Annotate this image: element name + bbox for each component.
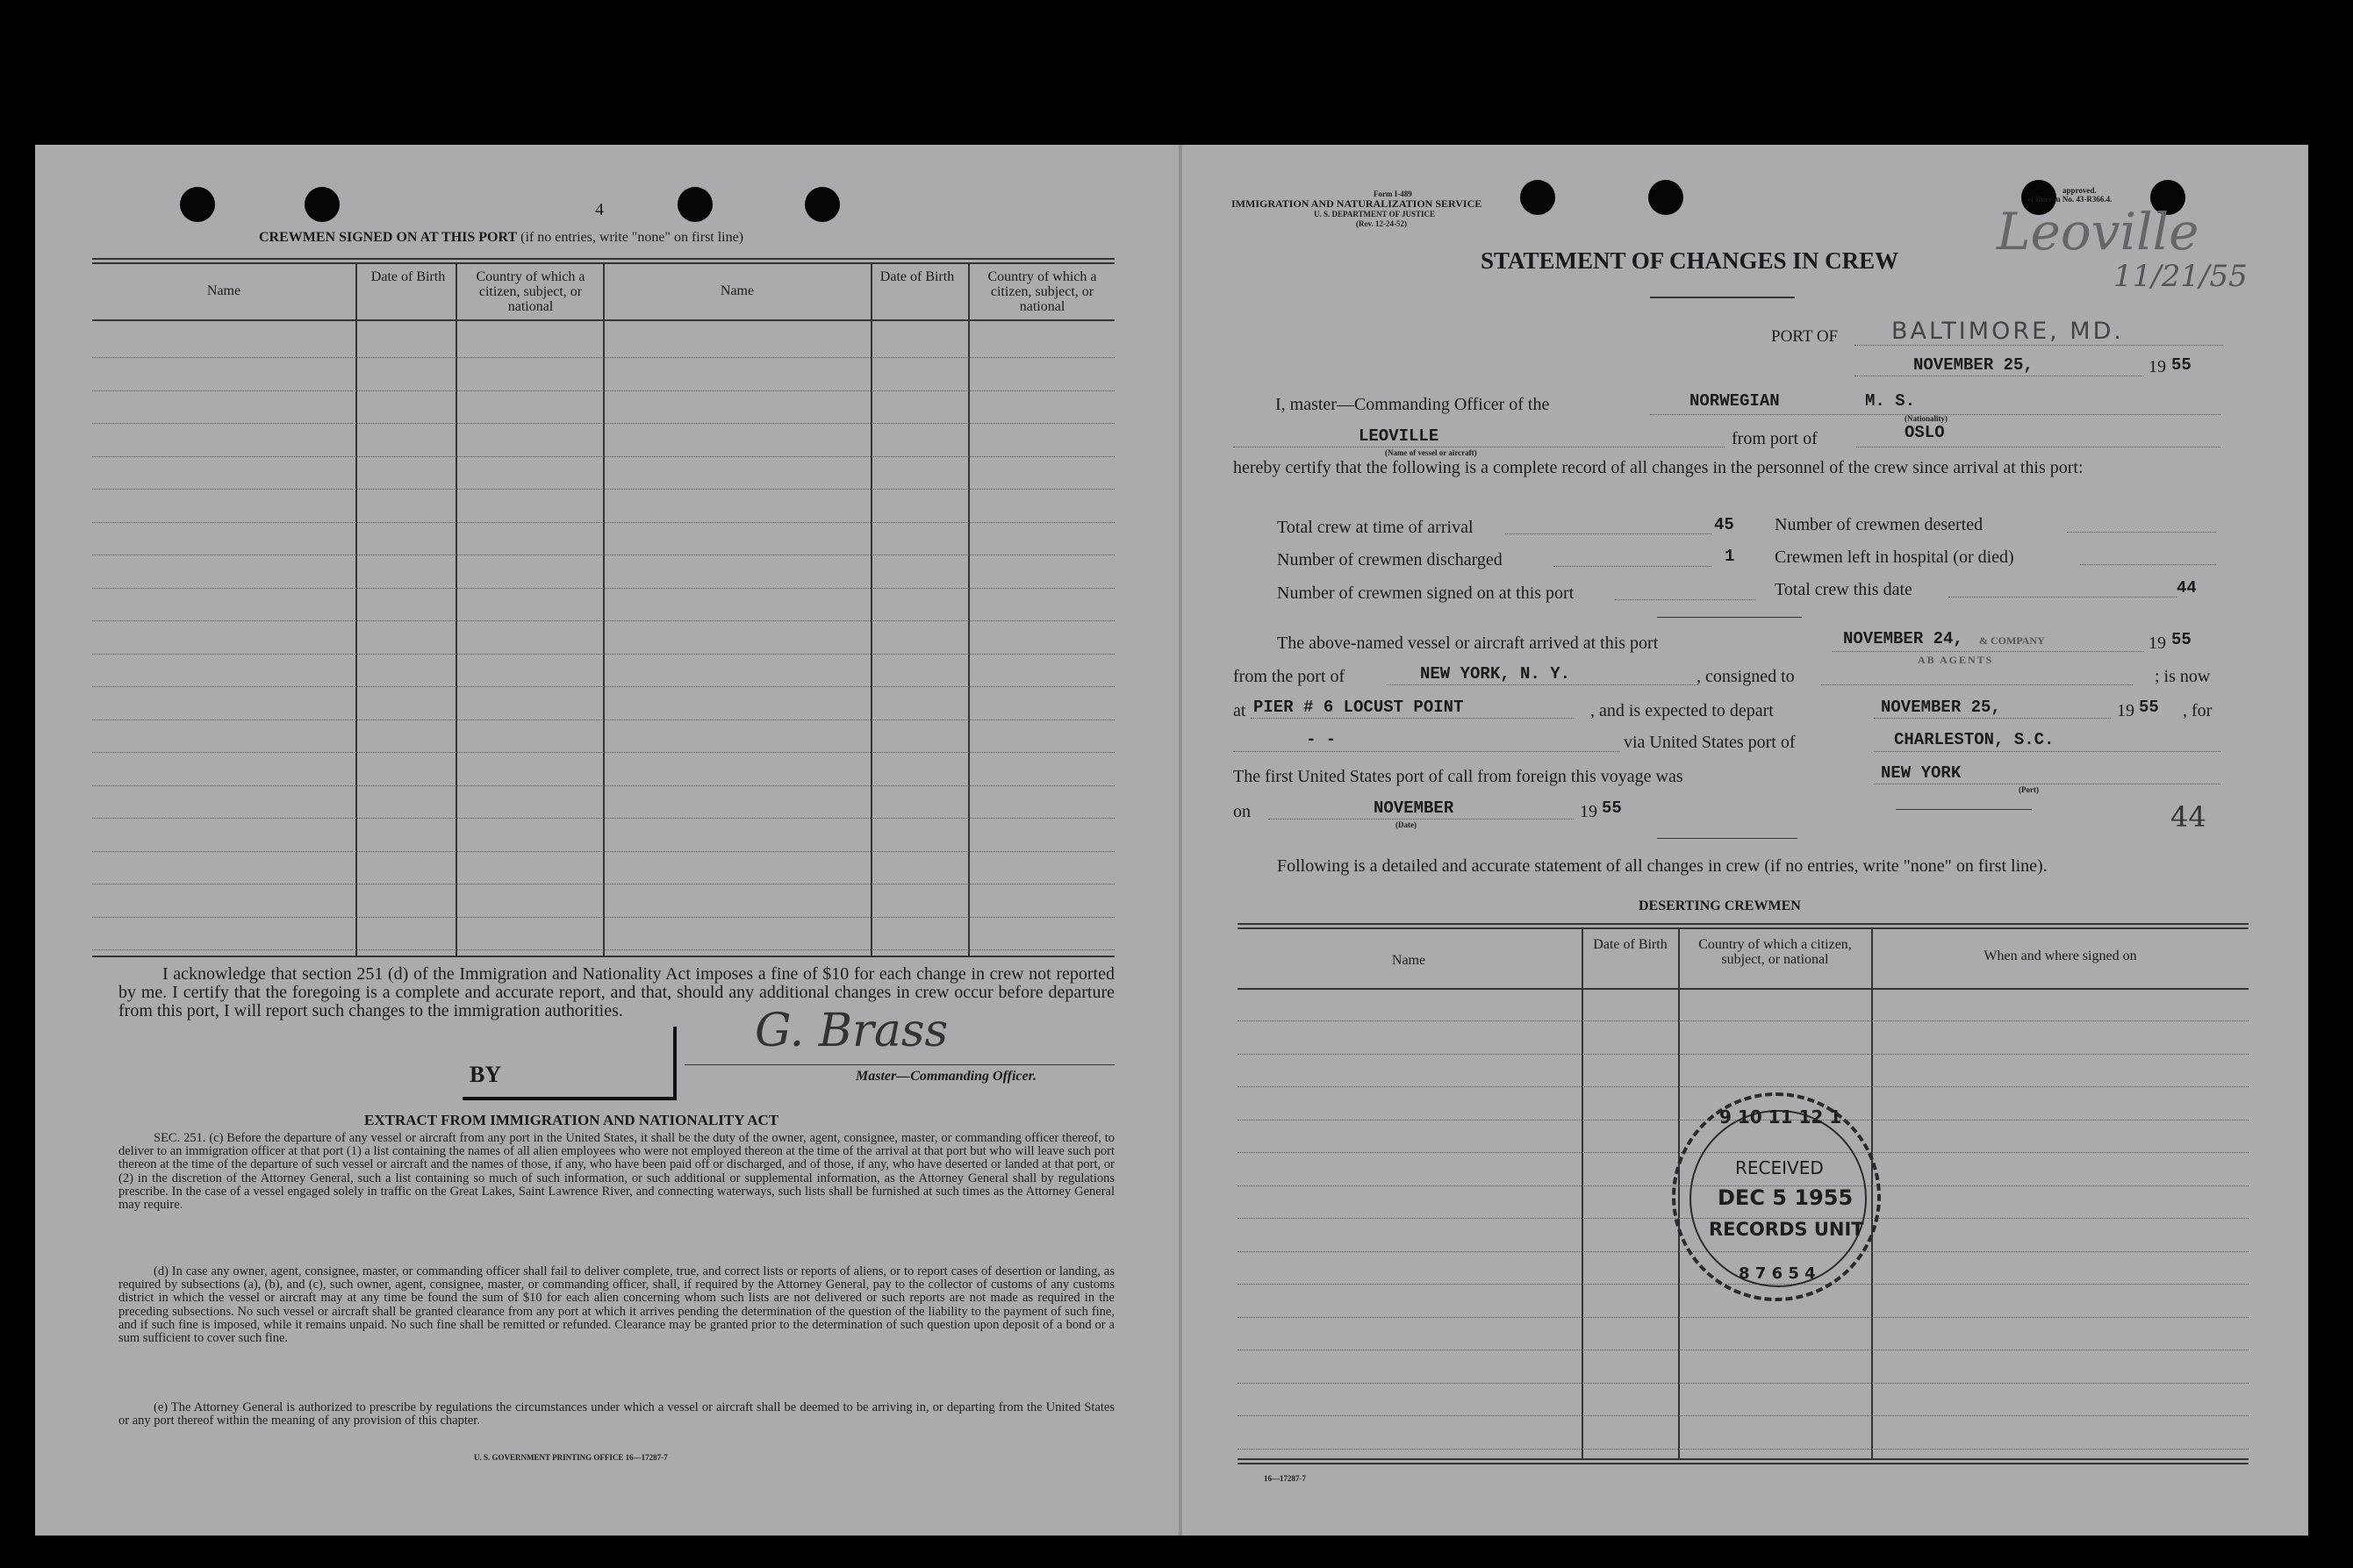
received-stamp bbox=[1672, 1092, 1881, 1301]
first-port-year-prefix: 19 bbox=[1580, 802, 1597, 821]
hospital-label: Crewmen left in hospital (or died) bbox=[1775, 548, 2014, 567]
punch-hole bbox=[1520, 180, 1555, 215]
destination: - - bbox=[1306, 730, 1337, 749]
column-divider bbox=[968, 262, 970, 956]
section-title: CREWMEN SIGNED ON AT THIS PORT bbox=[259, 230, 518, 245]
certify-text: hereby certify that the following is a complete record of all changes in the personnel of the crew since arrival at this port: bbox=[1233, 458, 2084, 477]
column-divider bbox=[871, 262, 872, 956]
table-row-rule bbox=[1237, 1086, 2249, 1087]
first-port-date: NOVEMBER bbox=[1374, 798, 1454, 818]
port-caption: (Port) bbox=[2019, 785, 2039, 794]
table-row-rule bbox=[92, 489, 1115, 490]
date-caption: (Date) bbox=[1395, 820, 1417, 829]
col-header-name: Name bbox=[720, 283, 755, 298]
following-text: Following is a detailed and accurate statement of all changes in crew (if no entries, write "none" on first line). bbox=[1277, 856, 2048, 876]
desert-table-bottom bbox=[1237, 1463, 2249, 1464]
deserted-label: Number of crewmen deserted bbox=[1775, 515, 1984, 534]
stamp-unit: RECORDS UNIT bbox=[1709, 1219, 1864, 1240]
printer-imprint: U. S. GOVERNMENT PRINTING OFFICE 16—17287-7 bbox=[474, 1453, 668, 1462]
table-row-rule bbox=[92, 851, 1115, 852]
discharged-value: 1 bbox=[1725, 547, 1735, 566]
nationality-value: NORWEGIAN bbox=[1689, 391, 1780, 411]
handwritten-total: 44 bbox=[2170, 800, 2206, 834]
acknowledgement-text: I acknowledge that section 251 (d) of the Immigration and Nationality Act imposes a fine of $10 for each change in crew not reported by me. I certify that the foregoing is a complete and accurate report, and that, should any additional changes in crew occur before departure from this port, I will report such changes to the immigration authorities. bbox=[118, 964, 1115, 1020]
column-divider bbox=[355, 262, 357, 956]
form-title: STATEMENT OF CHANGES IN CREW bbox=[1481, 247, 1899, 274]
desert-header-rule bbox=[1237, 988, 2249, 990]
extract-section-e: (e) The Attorney General is authorized to prescribe by regulations the circumstances under which a vessel or aircraft shall be deemed to be arriving in, or departing from the United States or any port thereof within the meaning of any provision of this chapter. bbox=[118, 1400, 1115, 1428]
depart-year: 55 bbox=[2139, 698, 2159, 717]
agent-stamp-text: BY bbox=[470, 1062, 502, 1087]
destination-line bbox=[1233, 751, 1619, 752]
table-row-rule bbox=[92, 620, 1115, 621]
company-stamp: & COMPANY bbox=[1979, 634, 2045, 647]
col-header-name: Name bbox=[206, 283, 241, 298]
is-now-label: ; is now bbox=[2155, 667, 2211, 686]
table-row-rule bbox=[92, 390, 1115, 391]
table-row-rule bbox=[1237, 1054, 2249, 1055]
title-rule bbox=[1650, 297, 1795, 298]
via-line bbox=[1874, 751, 2220, 752]
form-number: Form I-489 bbox=[1374, 190, 1412, 198]
stamp-top-numbers: 9 10 11 12 1 bbox=[1719, 1106, 1842, 1128]
vessel-name: LEOVILLE bbox=[1359, 426, 1439, 446]
signed-on-label: Number of crewmen signed on at this port bbox=[1277, 584, 1575, 603]
arrived-year: 55 bbox=[2171, 630, 2192, 649]
from-port-value: OSLO bbox=[1905, 423, 1945, 442]
consigned-label: , consigned to bbox=[1697, 667, 1795, 686]
previous-port: NEW YORK, N. Y. bbox=[1420, 664, 1571, 684]
department-name: U. S. DEPARTMENT OF JUSTICE bbox=[1314, 210, 1436, 218]
stamp-bottom-numbers: 8 7 6 5 4 bbox=[1739, 1264, 1816, 1283]
desert-table-top bbox=[1237, 927, 2249, 929]
master-label: Master—Commanding Officer. bbox=[856, 1069, 1037, 1084]
dot-leader bbox=[2067, 532, 2216, 533]
table-row-rule bbox=[92, 818, 1115, 819]
location-line bbox=[1251, 718, 1575, 719]
section-heading bbox=[259, 230, 743, 246]
agent-stamp bbox=[463, 1027, 677, 1100]
table-top-rule bbox=[92, 258, 1115, 260]
report-year-prefix: 19 bbox=[2149, 357, 2166, 376]
desert-table-bottom bbox=[1237, 1458, 2249, 1460]
table-row-rule bbox=[92, 423, 1115, 424]
table-row-rule bbox=[92, 785, 1115, 786]
from-the-port-label: from the port of bbox=[1233, 667, 1345, 686]
arrived-year-prefix: 19 bbox=[2149, 634, 2166, 653]
depart-date: NOVEMBER 25, bbox=[1881, 698, 2001, 717]
stamp-received: RECEIVED bbox=[1735, 1157, 1824, 1178]
port-rule bbox=[1896, 809, 2032, 810]
punch-hole bbox=[805, 187, 840, 222]
page-fold bbox=[1179, 145, 1182, 1536]
at-label: at bbox=[1233, 701, 1246, 720]
dot-leader bbox=[1948, 597, 2177, 598]
dot-leader bbox=[1505, 533, 1711, 534]
port-label: PORT OF bbox=[1771, 327, 1839, 346]
extract-section-c: SEC. 251. (c) Before the departure of any vessel or aircraft from any port in the United States, it shall be the duty of the owner, agent, consignee, master, or commanding officer thereof, to deliver to an immigration officer at that port (1) a list containing the names of all alien employees who were not employed thereon at the time of the arrival at that port but who will leave such port thereon at the time of the departure of such vessel or aircraft and the names of those, if any, who have been paid off or discharged, and of those, if any, who have deserted or landed at that port, or (2) in the discretion of the Attorney General, such a list containing so much of such information, or such additional or supplemental information, as the Attorney General shall by regulations prescribe. In the case of a vessel engaged solely in traffic on the Great Lakes, Saint Lawrence River, and connecting waterways, such lists shall be furnished at such times as the Attorney General may require. bbox=[118, 1131, 1115, 1213]
prev-port-line bbox=[1387, 684, 1698, 685]
desert-col-country: Country of which a citizen, subject, or national bbox=[1698, 937, 1852, 967]
table-row-rule bbox=[92, 752, 1115, 753]
port-line bbox=[1854, 345, 2223, 346]
total-date-label: Total crew this date bbox=[1775, 580, 1912, 599]
bureau-number: et Bureau No. 43-R366.4. bbox=[2027, 195, 2113, 204]
consigned-line bbox=[1821, 684, 2133, 685]
table-row-rule bbox=[1237, 1383, 2249, 1384]
master-signature: G. Brass bbox=[755, 1005, 949, 1057]
total-arrival-value: 45 bbox=[1714, 515, 1734, 534]
page-number: 4 bbox=[595, 200, 604, 219]
vessel-type: M. S. bbox=[1865, 391, 1916, 411]
deserting-title: DESERTING CREWMEN bbox=[1639, 899, 1801, 913]
desert-col-signed-on: When and where signed on bbox=[1984, 949, 2137, 963]
signature-line bbox=[685, 1064, 1115, 1065]
total-date-value: 44 bbox=[2177, 578, 2197, 598]
table-bottom-rule bbox=[92, 956, 1115, 957]
table-row-rule bbox=[92, 949, 1115, 950]
arrived-text: The above-named vessel or aircraft arrived at this port bbox=[1277, 634, 1659, 653]
table-row-rule bbox=[1237, 1020, 2249, 1021]
berth-location: PIER # 6 LOCUST POINT bbox=[1253, 698, 1464, 717]
col-header-dob: Date of Birth bbox=[879, 269, 955, 284]
table-row-rule bbox=[92, 522, 1115, 523]
date-rule bbox=[1657, 838, 1797, 839]
stamp-date: DEC 5 1955 bbox=[1718, 1185, 1854, 1210]
desert-column-divider bbox=[1582, 927, 1583, 1458]
via-label: via United States port of bbox=[1624, 733, 1796, 752]
first-port-value: NEW YORK bbox=[1881, 763, 1962, 783]
first-port-label: The first United States port of call from foreign this voyage was bbox=[1233, 767, 1683, 786]
punch-hole bbox=[678, 187, 713, 222]
punch-hole bbox=[305, 187, 340, 222]
section-note: (if no entries, write "none" on first line) bbox=[520, 230, 744, 245]
arrived-date: NOVEMBER 24, bbox=[1843, 629, 1963, 648]
report-date: NOVEMBER 25, bbox=[1913, 355, 2034, 375]
handwritten-vessel-name: Leoville bbox=[1997, 202, 2199, 261]
on-date-line bbox=[1268, 819, 1575, 820]
table-row-rule bbox=[92, 588, 1115, 589]
arrived-line bbox=[1833, 651, 2144, 652]
for-label: , for bbox=[2183, 701, 2213, 720]
discharged-label: Number of crewmen discharged bbox=[1277, 550, 1503, 569]
table-row-rule bbox=[92, 654, 1115, 655]
depart-line bbox=[1874, 718, 2111, 719]
port-value: BALTIMORE, MD. bbox=[1891, 318, 2124, 345]
depart-year-prefix: 19 bbox=[2117, 701, 2134, 720]
table-row-rule bbox=[1237, 1449, 2249, 1450]
table-row-rule bbox=[92, 686, 1115, 687]
desert-col-name: Name bbox=[1391, 953, 1426, 968]
total-arrival-label: Total crew at time of arrival bbox=[1277, 518, 1474, 537]
col-header-country: Country of which a citizen, subject, or national bbox=[987, 269, 1097, 314]
dot-leader bbox=[1615, 599, 1755, 600]
desert-table-top bbox=[1237, 923, 2249, 925]
table-row-rule bbox=[1237, 1415, 2249, 1416]
report-year: 55 bbox=[2171, 355, 2192, 375]
column-divider bbox=[603, 262, 605, 956]
dot-leader bbox=[2080, 564, 2216, 565]
form-revision: (Rev. 12-24-52) bbox=[1356, 219, 1407, 228]
extract-section-d: (d) In case any owner, agent, consignee, master, or commanding officer shall fail to deliver complete, true, and correct lists or reports of aliens, or to report cases of desertion or landing, as required by subsections (a), (b), and (c), such owner, agent, consignee, master, or commanding officer, shall, if required by the Attorney General, pay to the collector of customs of any customs district in which the vessel or aircraft may at any time be found the sum of $10 for each alien concerning whom such lists are not delivered or such reports are not made as required in the preceding subsections. No such vessel or aircraft shall be granted clearance from any port at which it arrives pending the determination of the question of the liability to the payment of such fine, and if such fine is imposed, while it remains unpaid. No such fine shall be remitted or refunded. Clearance may be granted prior to the determination of such question upon deposit of a bond or a sum sufficient to cover such fine. bbox=[118, 1264, 1115, 1346]
agency-name: IMMIGRATION AND NATURALIZATION SERVICE bbox=[1231, 197, 1482, 210]
col-header-dob: Date of Birth bbox=[370, 269, 446, 284]
nationality-caption: (Nationality) bbox=[1905, 414, 1948, 423]
from-port-label: from port of bbox=[1732, 429, 1818, 448]
form-code: 16—17287-7 bbox=[1264, 1474, 1306, 1483]
table-row-rule bbox=[92, 357, 1115, 358]
col-header-country: Country of which a citizen, subject, or national bbox=[476, 269, 585, 314]
punch-hole bbox=[1648, 180, 1683, 215]
punch-hole bbox=[180, 187, 215, 222]
desert-col-dob: Date of Birth bbox=[1593, 937, 1668, 952]
table-row-rule bbox=[1237, 1317, 2249, 1318]
first-port-year: 55 bbox=[1602, 798, 1622, 818]
dot-leader bbox=[1553, 566, 1711, 567]
agents-stamp: AB AGENTS bbox=[1918, 654, 1994, 666]
master-intro: I, master—Commanding Officer of the bbox=[1275, 395, 1550, 414]
extract-title: EXTRACT FROM IMMIGRATION AND NATIONALITY ACT bbox=[364, 1112, 779, 1128]
depart-label: , and is expected to depart bbox=[1590, 701, 1774, 720]
via-port: CHARLESTON, S.C. bbox=[1894, 730, 2055, 749]
approval-note: approved. bbox=[2062, 186, 2097, 195]
column-divider bbox=[456, 262, 457, 956]
handwritten-date: 11/21/55 bbox=[2113, 259, 2248, 294]
on-label: on bbox=[1233, 802, 1251, 821]
table-row-rule bbox=[92, 917, 1115, 918]
vessel-caption: (Name of vessel or aircraft) bbox=[1385, 448, 1477, 457]
totals-rule bbox=[1657, 617, 1802, 618]
table-row-rule bbox=[92, 456, 1115, 457]
